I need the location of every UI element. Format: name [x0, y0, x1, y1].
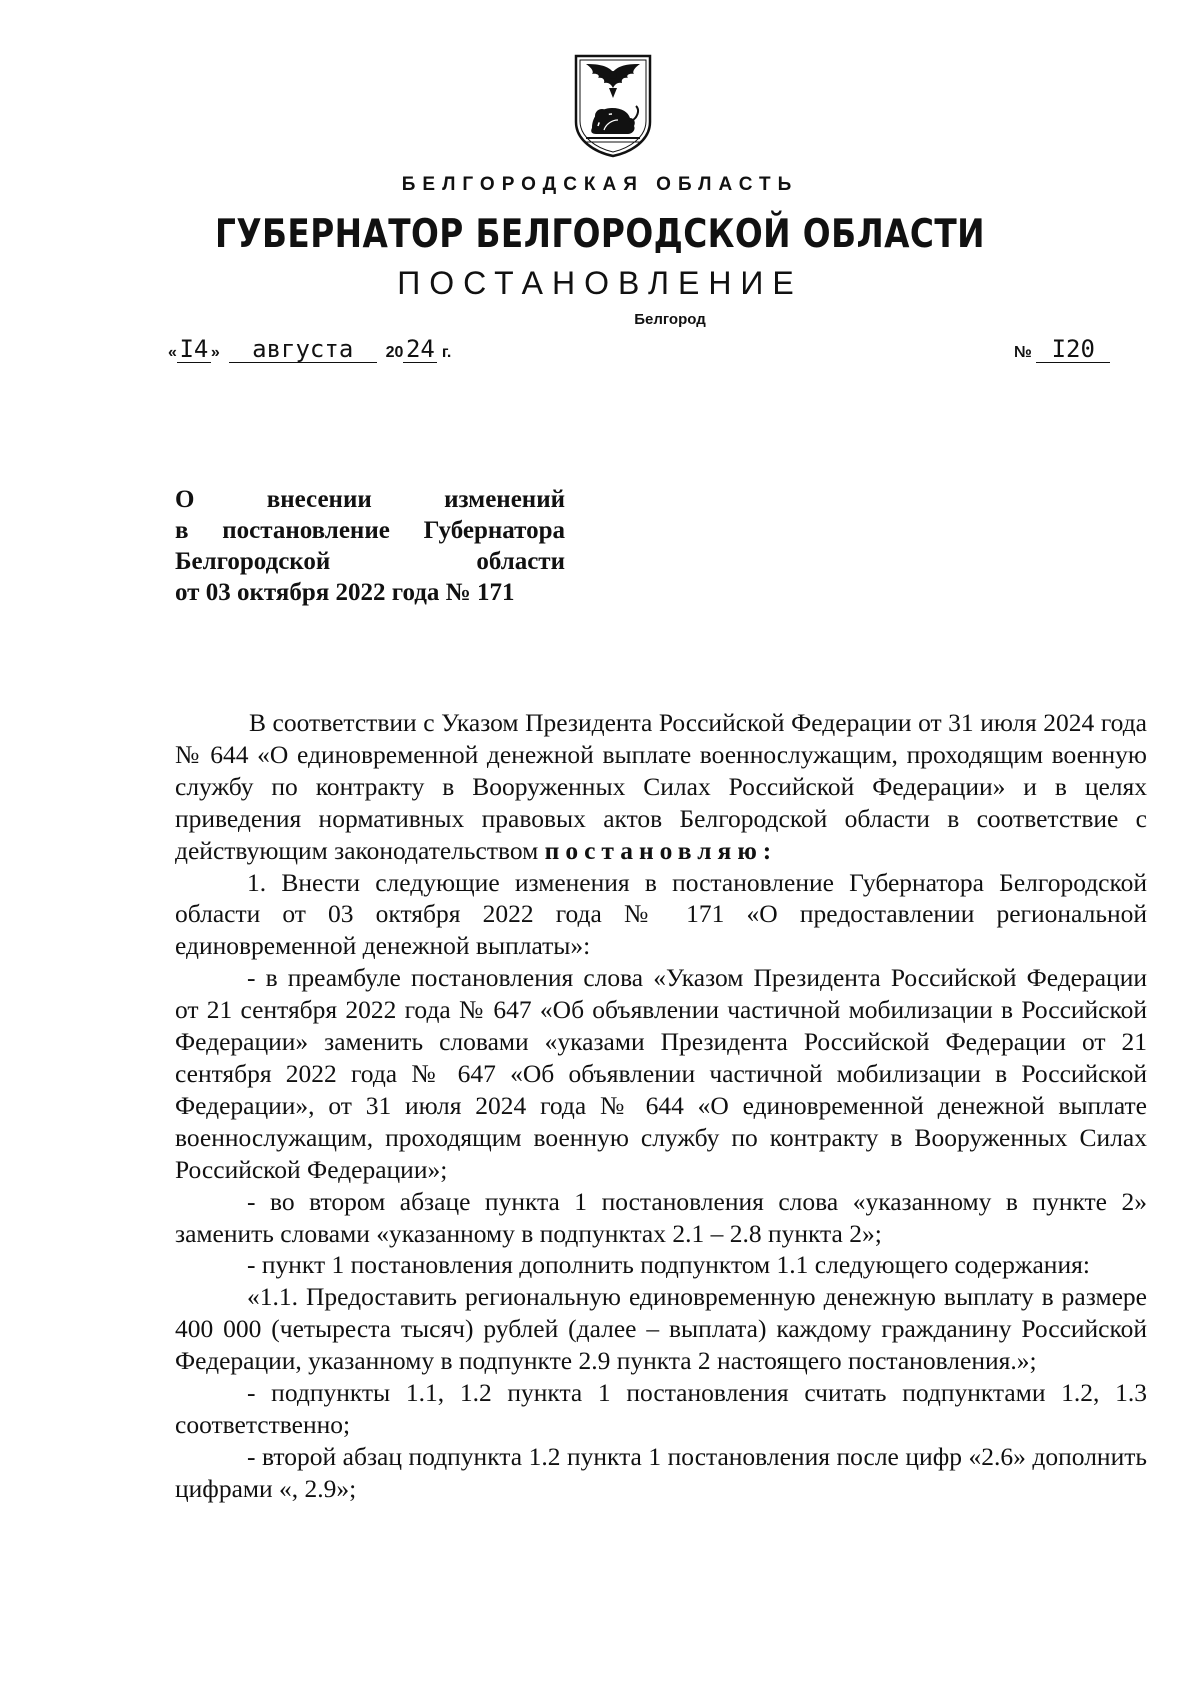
- date-year-label: г.: [441, 344, 452, 361]
- subject-line-4: от 03 октября 2022 года № 171: [175, 579, 515, 606]
- paragraph-item-1d: - подпункты 1.1, 1.2 пункта 1 постановления считать подпунктами 1.2, 1.3 соответственно;: [175, 1378, 1147, 1439]
- date-year-prefix: 20: [385, 344, 404, 361]
- subject-word: изменений: [444, 486, 566, 513]
- date-day: I4: [177, 336, 211, 363]
- subject-word: области: [476, 548, 565, 575]
- subject-line-2: [175, 515, 565, 546]
- subject-line-3: [175, 546, 565, 577]
- subject-line-1: [175, 484, 565, 515]
- date-year-suffix: 24: [403, 336, 437, 363]
- governor-title: ГУБЕРНАТОР БЕЛГОРОДСКОЙ ОБЛАСТИ: [215, 212, 985, 257]
- date-open-quote: «: [168, 344, 177, 361]
- paragraph-item-1: 1. Внести следующие изменения в постановление Губернатора Белгородской области от 03 октября 2022 года № 171 «О предоставлении региональной единовременной денежной выплаты»:: [175, 867, 1147, 961]
- subject-word: Губернатора: [423, 517, 565, 544]
- date-month: августа: [229, 336, 377, 363]
- subject-word: О: [175, 486, 195, 513]
- decree-body: [175, 707, 1147, 1505]
- paragraph-intro: [175, 707, 1147, 867]
- paragraph-item-1b: - во втором абзаце пункта 1 постановления слова «указанному в пункте 2» заменить словами «указанному в подпунктах 2.1 – 2.8 пункта 2»;: [175, 1186, 1147, 1248]
- subject-word: Белгородской: [175, 548, 331, 575]
- number-value: I20: [1036, 336, 1110, 363]
- paragraph-item-1e: - второй абзац подпункта 1.2 пункта 1 постановления после цифр «2.6» дополнить цифрами «, 2.9»;: [175, 1441, 1147, 1503]
- region-title: БЕЛГОРОДСКАЯ ОБЛАСТЬ: [401, 174, 799, 195]
- subject-word: в постановление: [175, 517, 390, 544]
- city-name: Белгород: [634, 311, 706, 328]
- number-label: №: [1014, 344, 1032, 361]
- paragraph-item-1a: - в преамбуле постановления слова «Указом Президента Российской Федерации от 21 сентября 2022 года № 647 «Об объявлении частичной мобилизации в Российской Федерации» заменить словами «указами Президента Российской Федерации от 21 сентября 2022 года № 647 «Об объявлении частичной мобилизации в Российской Федерации», от 31 июля 2024 года № 644 «О единовременной денежной выплате военнослужащим, проходящим военную службу по контракту в Вооруженных Силах Российской Федерации»;: [175, 963, 1147, 1184]
- document-number: [1014, 336, 1110, 363]
- resolve-word: постановляю:: [544, 835, 778, 865]
- decree-subject: [175, 484, 565, 608]
- date-close-quote: »: [210, 344, 220, 361]
- paragraph-item-1c: - пункт 1 постановления дополнить подпунктом 1.1 следующего содержания:: [247, 1250, 1090, 1280]
- document-type: ПОСТАНОВЛЕНИЕ: [397, 265, 803, 301]
- document-date: [168, 336, 451, 363]
- paragraph-item-1c-text: «1.1. Предоставить региональную единовременную денежную выплату в размере 400 000 (четыреста тысяч) рублей (далее – выплата) каждому гражданину Российской Федерации, указанному в подпункте 2.9 пункта 2 настоящего постановления.»;: [175, 1282, 1147, 1376]
- coat-of-arms-icon: [572, 52, 654, 158]
- subject-word: внесении: [266, 486, 372, 513]
- intro-text: В соответствии с Указом Президента Российской Федерации от 31 июля 2024 года № 644 «О единовременной денежной выплате военнослужащим, проходящим военную службу по контракту в Вооруженных Силах Российской Федерации» и в целях приведения нормативных правовых актов Белгородской области в соответствие с действующим законодательством: [175, 708, 1147, 865]
